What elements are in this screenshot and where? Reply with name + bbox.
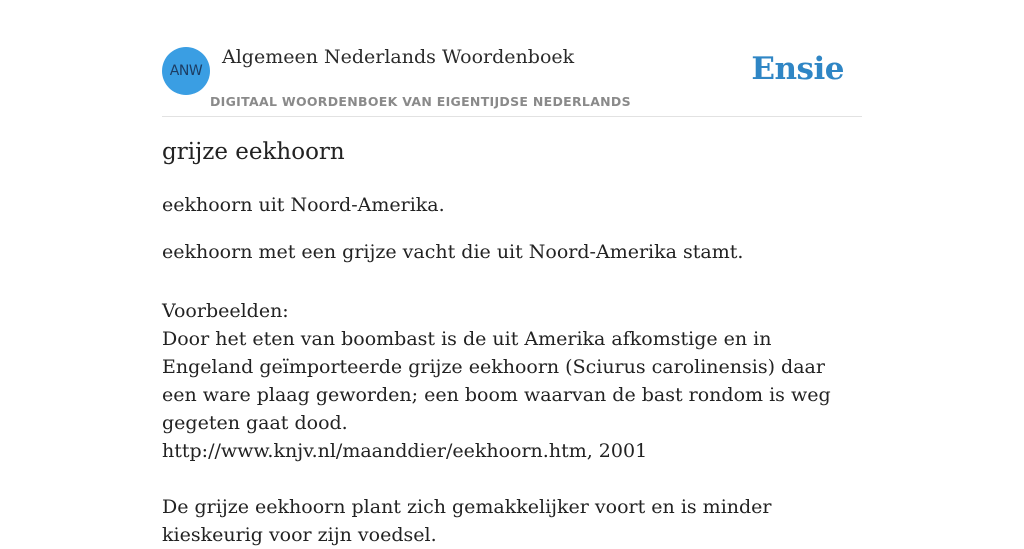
example-text: Door het eten van boombast is de uit Amerika afkomstige en in Engeland geïmporteerde grijze eekhoorn (Sciurus carolinensis) daar een ware plaag geworden; een boom waarvan de bast rondom is weg gegeten gaat dood. (162, 328, 831, 434)
example-text: De grijze eekhoorn plant zich gemakkelijker voort en is minder kieskeurig voor zijn voedsel. (162, 496, 772, 546)
site-subtitle: DIGITAAL WOORDENBOEK VAN EIGENTIJDSE NEDERLANDS (210, 94, 631, 109)
spacer (162, 465, 862, 493)
example-source: http://www.knjv.nl/maanddier/eekhoorn.htm, 2001 (162, 440, 648, 462)
site-header (162, 0, 862, 117)
entry-description: eekhoorn met een grijze vacht die uit Noord-Amerika stamt. (162, 241, 744, 263)
examples-section (162, 297, 862, 549)
logo-text: ANW (169, 63, 203, 79)
ensie-brand-link[interactable]: Ensie (751, 51, 844, 87)
entry-headword: grijze eekhoorn (162, 139, 345, 165)
page (162, 0, 862, 546)
anw-logo-icon[interactable] (162, 47, 210, 95)
site-title: Algemeen Nederlands Woordenboek (222, 46, 575, 68)
examples-heading: Voorbeelden: (162, 300, 289, 322)
entry-definition: eekhoorn uit Noord-Amerika. (162, 194, 445, 216)
